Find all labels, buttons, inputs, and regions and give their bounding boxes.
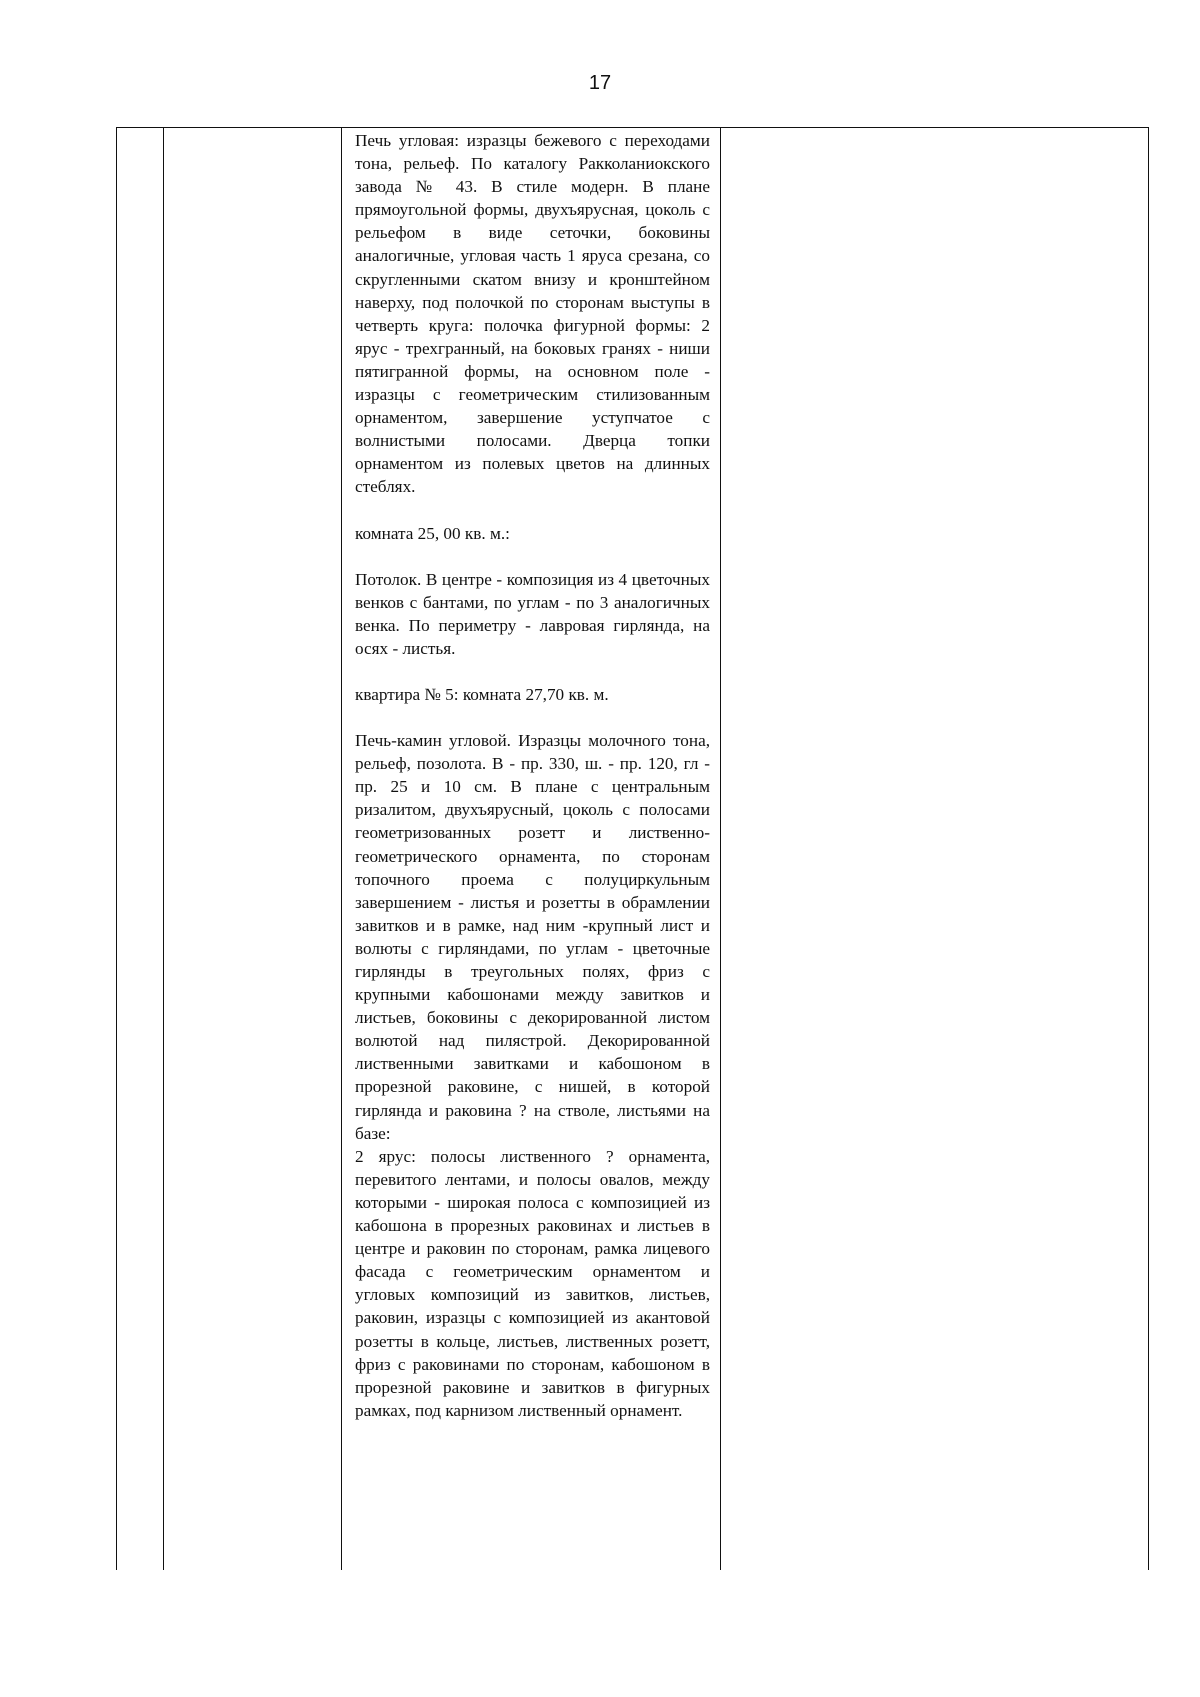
- paragraph-apartment-5: квартира № 5: комната 27,70 кв. м.: [355, 684, 609, 704]
- table-column-divider-1: [163, 127, 164, 1570]
- table-border-right: [1148, 127, 1149, 1570]
- paragraph-stove-corner: Печь угловая: изразцы бежевого с переходами тона, рельеф. По каталогу Ракколаниокского завода № 43. В стиле модерн. В плане прямоугольной формы, двухъярусная, цоколь с рельефом в виде сеточки, боковины аналогичные, угловая часть 1 яруса срезана, со скругленными скатом внизу и кронштейном наверху, под полочкой по сторонам выступы в четверть круга: полочка фигурной формы: 2 ярус - трехгранный, на боковых гранях - ниши пятигранной формы, на основном поле - изразцы с геометрическим стилизованным орнаментом, завершение уступчатое с волнистыми полосами. Дверца топки орнаментом из полевых цветов на длинных стеблях.: [355, 131, 710, 497]
- paragraph-fireplace-tier-1: Печь-камин угловой. Изразцы молочного тона, рельеф, позолота. В - пр. 330, ш. - пр. 120, гл - пр. 25 и 10 см. В плане с центральным ризалитом, двухъярусный, цоколь с полосами геометризованных розетт и лиственно-геометрического орнамента, по сторонам топочного проема с полуциркульным завершением - листья и розетты в обрамлении завитков и в рамке, над ним -крупный лист и волюты с гирляндами, по углам - цветочные гирлянды в треугольных полях, фриз с крупными кабошонами между завитков и листьев, боковины с декорированной листом волютой над пилястрой. Декорированной лиственными завитками и кабошоном в прорезной раковине, с нишей, в которой гирлянда и раковина ? на стволе, листьями на базе:: [355, 731, 710, 1143]
- paragraph-ceiling: Потолок. В центре - композиция из 4 цветочных венков с бантами, по углам - по 3 аналогичных венка. По периметру - лавровая гирлянда, на осях - листья.: [355, 569, 710, 658]
- paragraph-room-25: комната 25, 00 кв. м.:: [355, 523, 510, 543]
- table-border-left: [116, 127, 117, 1570]
- paragraph-fireplace-tier-2: 2 ярус: полосы лиственного ? орнамента, перевитого лентами, и полосы овалов, между которыми - широкая полоса с композицией из кабошона в прорезных раковинах и листьев в центре и раковин по сторонам, рамка лицевого фасада с геометрическим орнаментом и угловых композиций из завитков, листьев, раковин, изразцы с композицией из акантовой розетты в кольце, листьев, лиственных розетт, фриз с раковинами по сторонам, кабошоном в прорезной раковине и завитков в фигурных рамках, под карнизом лиственный орнамент.: [355, 1146, 710, 1420]
- description-cell: [355, 129, 710, 1422]
- table-column-divider-3: [720, 127, 721, 1570]
- page-number: 17: [588, 72, 612, 94]
- table-column-divider-2: [341, 127, 342, 1570]
